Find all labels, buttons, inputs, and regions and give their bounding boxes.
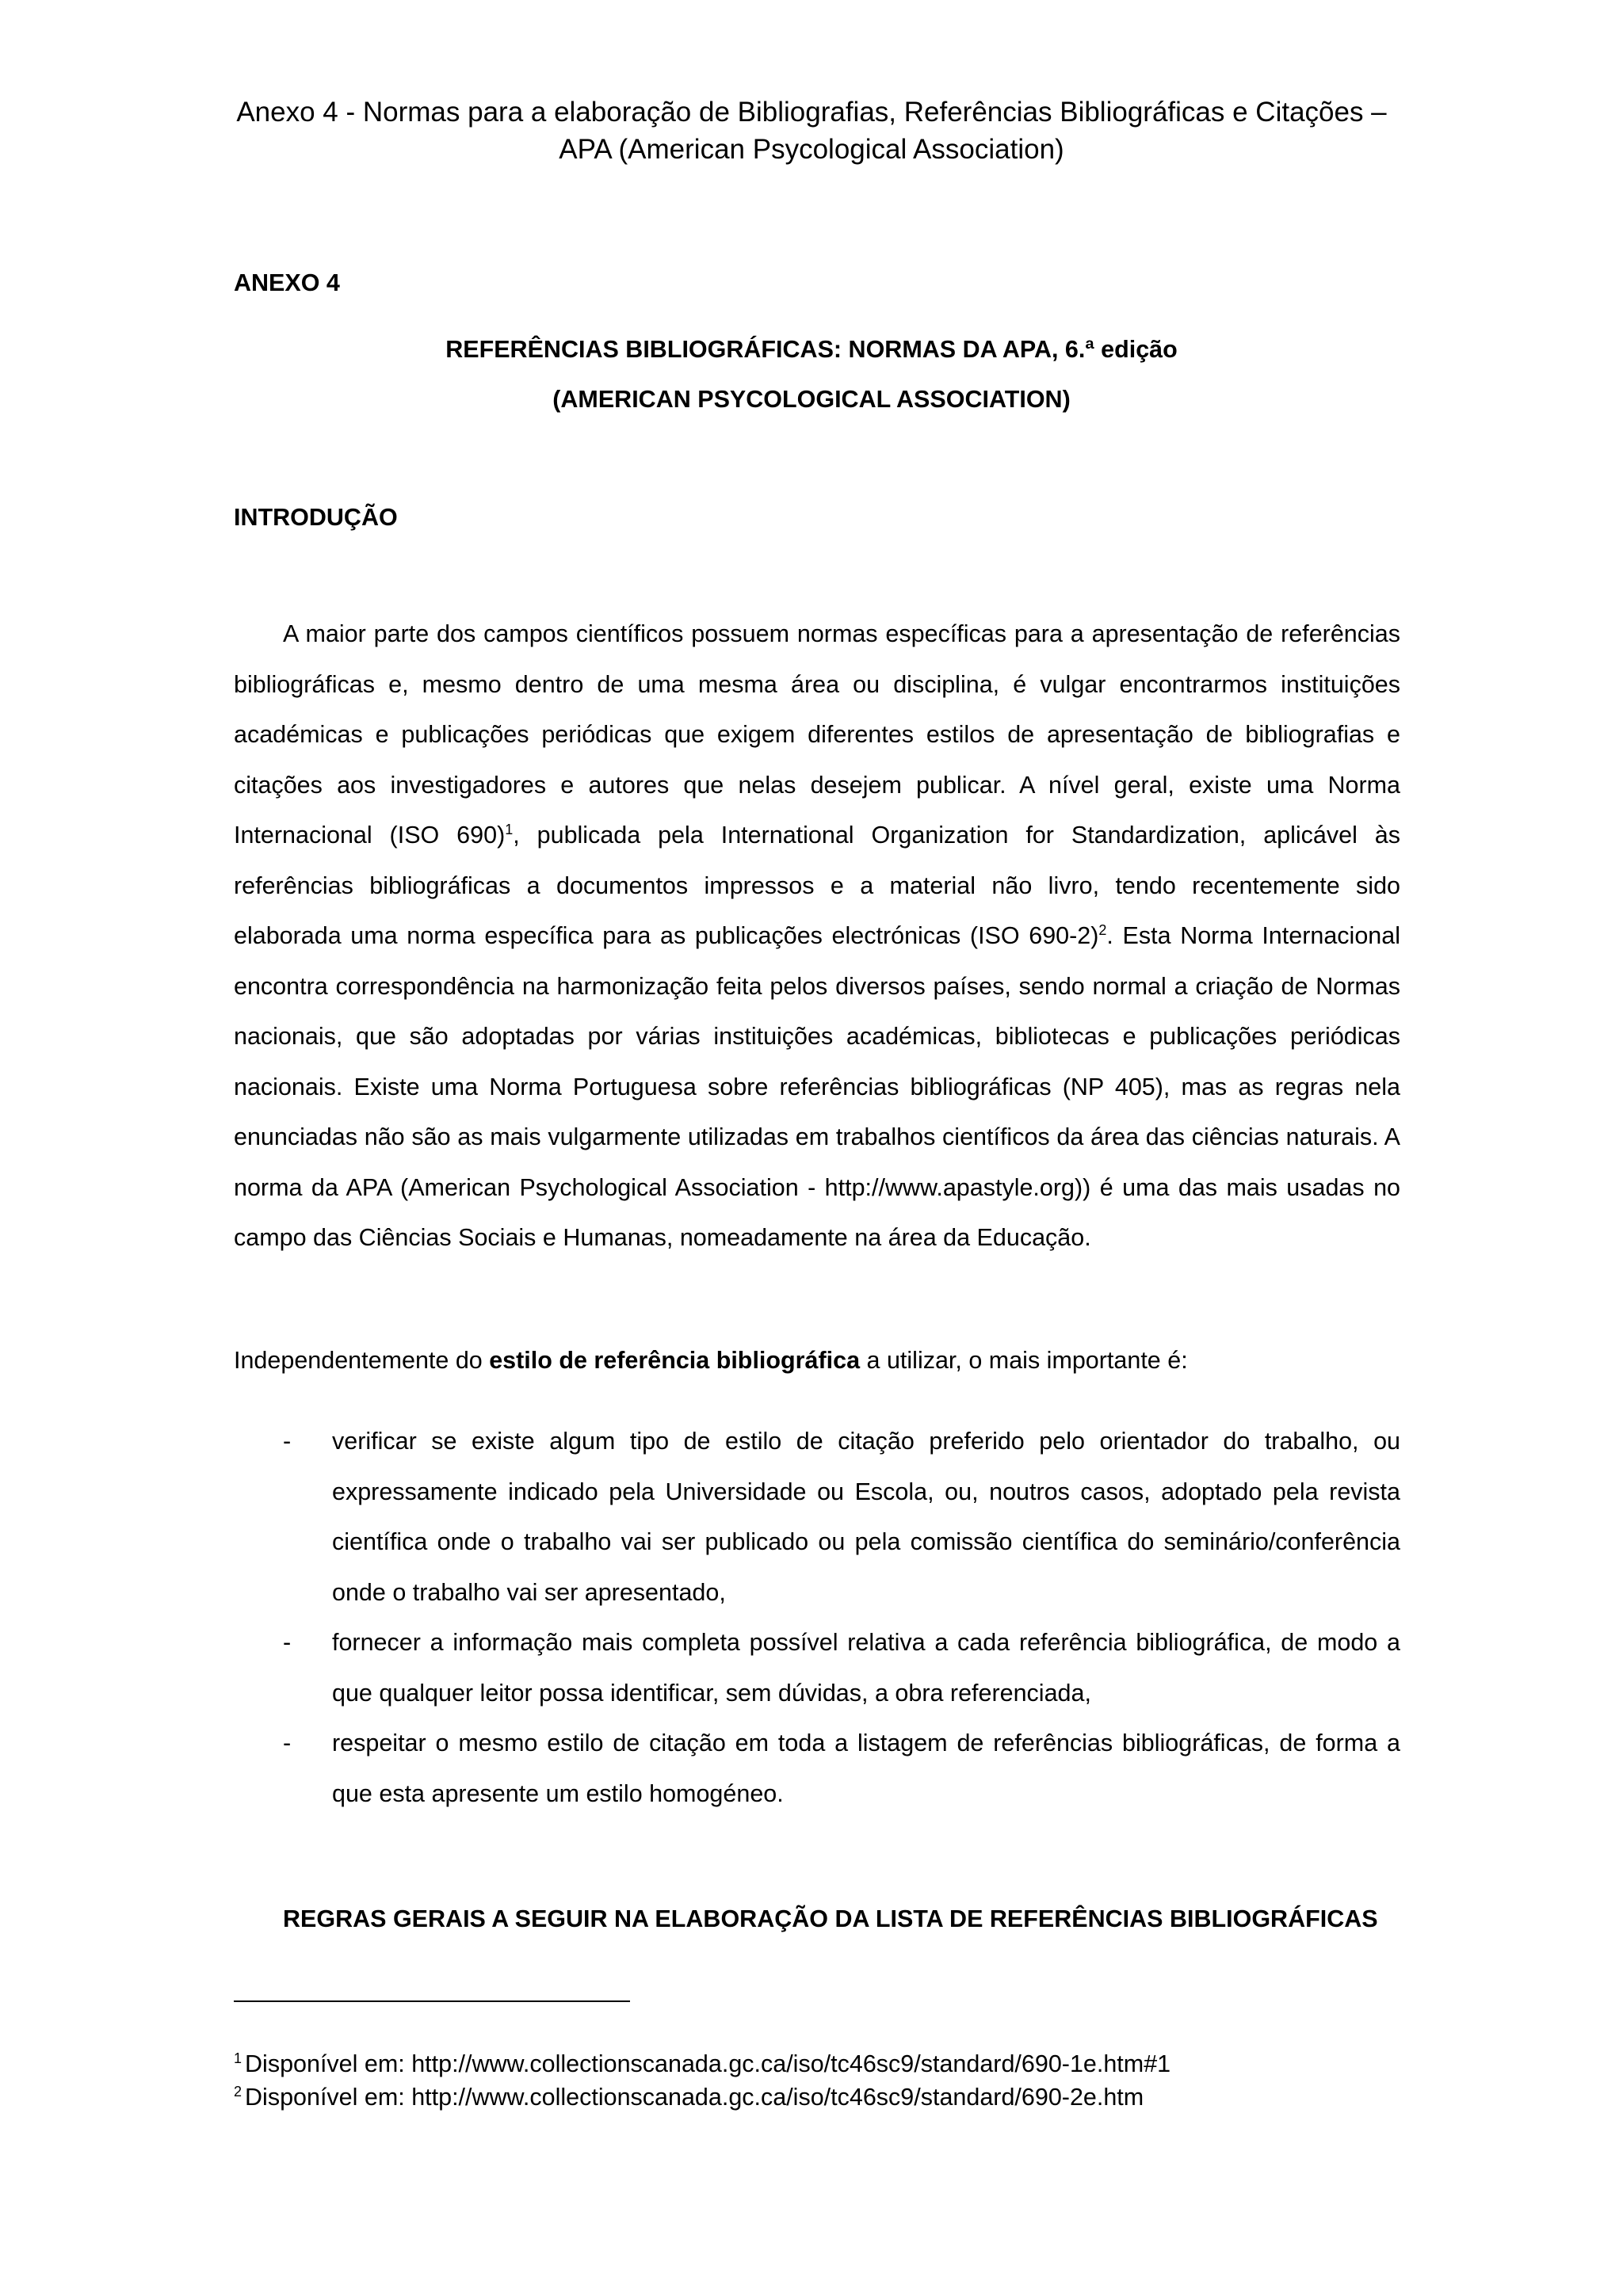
footnote-text[interactable]: Disponível em: http://www.collectionscanada.gc.ca/iso/tc46sc9/standard/690-1e.htm#1 <box>245 2050 1171 2077</box>
paragraph-text-part-3: . Esta Norma Internacional encontra correspondência na harmonização feita pelos diversos países, sendo normal a criação de Normas nacionais, que são adoptadas por várias instituições académicas, bibliotecas e publicações periódicas nacionais. Existe uma Norma Portuguesa sobre referências bibliográficas (NP 405), mas as regras nela enunciadas não são as mais vulgarmente utilizadas em trabalhos científicos da área das ciências naturais. A norma da APA (American Psychological Association - http://www.apastyle.org)) é uma das mais usadas no campo das Ciências Sociais e Humanas, nomeadamente na área da Educação. <box>234 922 1400 1251</box>
footnote-text[interactable]: Disponível em: http://www.collectionscanada.gc.ca/iso/tc46sc9/standard/690-2e.htm <box>245 2084 1144 2111</box>
list-intro-sentence <box>234 1347 1188 1375</box>
intro-before: Independentemente do <box>234 1347 490 1374</box>
list-dash: - <box>283 1730 292 1756</box>
list-dash: - <box>283 1629 292 1656</box>
footnote-ref-2[interactable]: 2 <box>1098 921 1107 938</box>
footnotes <box>234 2047 1170 2114</box>
intro-after: a utilizar, o mais importante é: <box>860 1347 1188 1374</box>
running-header <box>0 93 1623 168</box>
paragraph-text-part-2: , publicada pela International Organization for Standardization, aplicável às referências bibliográficas a documentos impressos e a material não livro, tendo recentemente sido elaborada uma norma específica para as publicações electrónicas (ISO 690-2) <box>234 822 1401 949</box>
footnote-ref-1[interactable]: 1 <box>505 821 514 837</box>
footnote-2 <box>234 2081 1170 2114</box>
footnote-number: 1 <box>234 2050 242 2066</box>
intro-bold: estilo de referência bibliográfica <box>489 1347 861 1374</box>
list-item <box>234 1718 1400 1819</box>
running-header-line-1: Anexo 4 - Normas para a elaboração de Bibliografias, Referências Bibliográficas e Citações – <box>236 97 1387 128</box>
list-item <box>234 1417 1400 1618</box>
document-title-line-2: (AMERICAN PSYCOLOGICAL ASSOCIATION) <box>552 386 1071 413</box>
recommendation-list <box>234 1417 1400 1819</box>
section-heading-rules: REGRAS GERAIS A SEGUIR NA ELABORAÇÃO DA LISTA DE REFERÊNCIAS BIBLIOGRÁFICAS <box>283 1905 1378 1932</box>
paragraph-text-part-1: A maior parte dos campos científicos possuem normas específicas para a apresentação de referências bibliográficas e, mesmo dentro de uma mesma área ou disciplina, é vulgar encontrarmos instituições académicas e publicações periódicas que exigem diferentes estilos de apresentação de bibliografias e citações aos investigadores e autores que nelas desejem publicar. A nível geral, existe uma Norma Internacional (ISO 690) <box>234 620 1400 849</box>
list-item-text: verificar se existe algum tipo de estilo de citação preferido pelo orientador do trabalho, ou expressamente indicado pela Universidade ou Escola, ou, noutros casos, adoptado pela revista científica onde o trabalho vai ser publicado ou pela comissão científica do seminário/conferência onde o trabalho vai ser apresentado, <box>332 1428 1400 1606</box>
running-header-line-2: APA (American Psycological Association) <box>559 134 1064 165</box>
section-heading-introduction: INTRODUÇÃO <box>234 504 398 531</box>
list-dash: - <box>283 1428 292 1455</box>
footnote-separator <box>234 2000 630 2002</box>
list-item <box>234 1618 1400 1718</box>
list-item-text: fornecer a informação mais completa possível relativa a cada referência bibliográfica, de modo a que qualquer leitor possa identificar, sem dúvidas, a obra referenciada, <box>332 1629 1400 1707</box>
footnote-number: 2 <box>234 2083 242 2100</box>
annex-label: ANEXO 4 <box>234 269 340 296</box>
document-title-line-1: REFERÊNCIAS BIBLIOGRÁFICAS: NORMAS DA APA, 6.ª edição <box>445 336 1178 363</box>
introduction-paragraph <box>234 609 1400 1264</box>
footnote-1 <box>234 2047 1170 2081</box>
list-item-text: respeitar o mesmo estilo de citação em toda a listagem de referências bibliográficas, de forma a que esta apresente um estilo homogéneo. <box>332 1730 1400 1807</box>
